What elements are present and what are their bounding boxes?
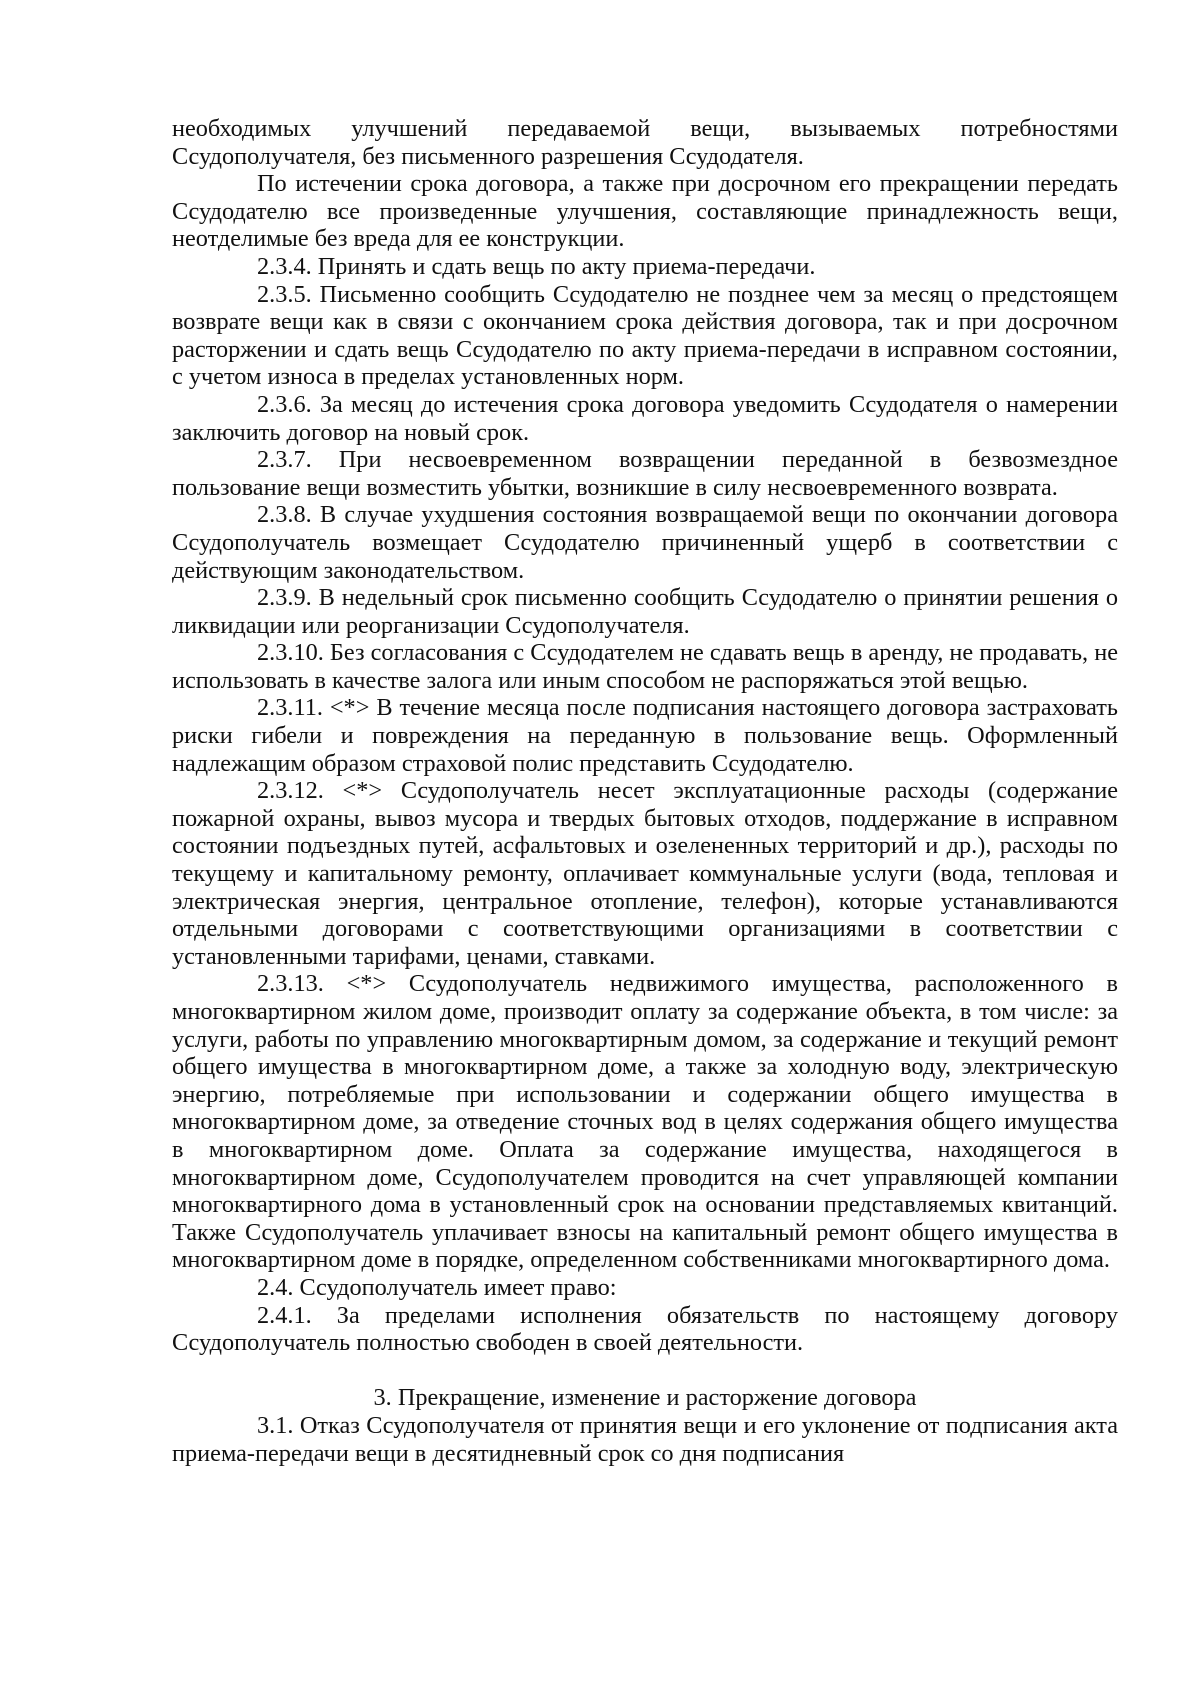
paragraph-2-3-12: 2.3.12. <*> Ссудополучатель несет эксплуатационные расходы (содержание пожарной охраны, вывоз мусора и твердых бытовых отходов, поддержание в исправном состоянии подъездных путей, асфальтовых и озелененных территорий и др.), расходы по текущему и капитальному ремонту, оплачивает коммунальные услуги (вода, тепловая и электрическая энергия, центральное отопление, телефон), которые устанавливаются отдельными договорами с соответствующими организациями в соответствии с установленными тарифами, ценами, ставками. [172,777,1118,970]
document-body [172,115,1118,1467]
paragraph-2-3-10: 2.3.10. Без согласования с Ссудодателем не сдавать вещь в аренду, не продавать, не использовать в качестве залога или иным способом не распоряжаться этой вещью. [172,639,1118,694]
paragraph-2-3-4: 2.3.4. Принять и сдать вещь по акту приема-передачи. [257,252,816,280]
paragraph-2-4: 2.4. Ссудополучатель имеет право: [257,1273,617,1301]
paragraph-2-3-7: 2.3.7. При несвоевременном возвращении переданной в безвозмездное пользование вещи возместить убытки, возникшие в силу несвоевременного возврата. [172,446,1118,501]
paragraph-2-4-1: 2.4.1. За пределами исполнения обязательств по настоящему договору Ссудополучатель полностью свободен в своей деятельности. [172,1301,1118,1357]
paragraph-continuation: необходимых улучшений передаваемой вещи, вызываемых потребностями Ссудополучателя, без письменного разрешения Ссудодателя. [172,115,1118,170]
paragraph-2-3-6: 2.3.6. За месяц до истечения срока договора уведомить Ссудодателя о намерении заключить договор на новый срок. [172,390,1118,446]
blank-line [172,1357,1118,1385]
paragraph-2-3-11: 2.3.11. <*> В течение месяца после подписания настоящего договора застраховать риски гибели и повреждения на переданную в пользование вещь. Оформленный надлежащим образом страховой полис представить Ссудодателю. [172,694,1118,777]
paragraph-2-3-9: 2.3.9. В недельный срок письменно сообщить Ссудодателю о принятии решения о ликвидации или реорганизации Ссудополучателя. [172,584,1118,639]
paragraph-2-3-5: 2.3.5. Письменно сообщить Ссудодателю не позднее чем за месяц о предстоящем возврате вещи как в связи с окончанием срока действия договора, так и при досрочном расторжении и сдать вещь Ссудодателю по акту приема-передачи в исправном состоянии, с учетом износа в пределах установленных норм. [172,280,1118,391]
paragraph-3-1: 3.1. Отказ Ссудополучателя от принятия вещи и его уклонение от подписания акта приема-передачи вещи в десятидневный срок со дня подписания [172,1411,1118,1467]
paragraph-improvements: По истечении срока договора, а также при досрочном его прекращении передать Ссудодателю все произведенные улучшения, составляющие принадлежность вещи, неотделимые без вреда для ее конструкции. [172,170,1118,253]
paragraph-2-3-13: 2.3.13. <*> Ссудополучатель недвижимого имущества, расположенного в многоквартирном жилом доме, производит оплату за содержание объекта, в том числе: за услуги, работы по управлению многоквартирным домом, за содержание и текущий ремонт общего имущества в многоквартирном доме, а также за холодную воду, электрическую энергию, потребляемые при использовании и содержании общего имущества в многоквартирном доме, за отведение сточных вод в целях содержания общего имущества в многоквартирном доме. Оплата за содержание имущества, находящегося в многоквартирном доме, Ссудополучателем проводится на счет управляющей компании многоквартирного дома в установленный срок на основании представляемых квитанций. Также Ссудополучатель уплачивает взносы на капитальный ремонт общего имущества в многоквартирном доме в порядке, определенном собственниками многоквартирного дома. [172,970,1118,1274]
section-heading: 3. Прекращение, изменение и расторжение договора [373,1384,917,1412]
paragraph-2-3-8: 2.3.8. В случае ухудшения состояния возвращаемой вещи по окончании договора Ссудополучатель возмещает Ссудодателю причиненный ущерб в соответствии с действующим законодательством. [172,501,1118,584]
